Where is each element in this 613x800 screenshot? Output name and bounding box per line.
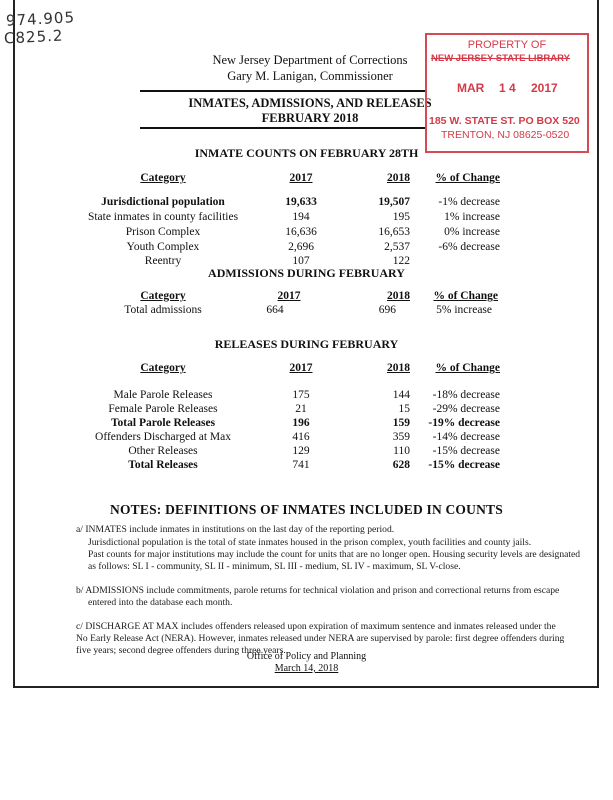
table-row-2018: 15 [398, 403, 410, 415]
table-row-2018: 19,507 [378, 196, 410, 208]
table-row-2018: 195 [392, 211, 410, 223]
table-row-change: 5% increase [436, 304, 492, 316]
column-header-2017: 2017 [289, 172, 313, 184]
header-rule-bottom [140, 127, 425, 129]
footer-date: March 14, 2018 [274, 663, 339, 674]
table-row-change: -19% decrease [428, 417, 500, 429]
table-row-change: -1% decrease [438, 196, 500, 208]
column-header-2018: 2018 [387, 290, 410, 302]
table-row-2018: 144 [392, 389, 410, 401]
report-title: INMATES, ADMISSIONS, AND RELEASES [188, 96, 432, 110]
column-header-2018: 2018 [387, 172, 410, 184]
table-row-2017: 19,633 [285, 196, 317, 208]
table-row-2017: 21 [295, 403, 307, 415]
note-c-line-3: five years; second degree offenders during three years. [76, 645, 286, 656]
note-a-line-2: Jurisdictional population is the total of state inmates housed in the prison complex, youth facilities and county jails. [88, 537, 532, 548]
column-header-change: % of Change [433, 290, 498, 302]
table-row-category: Prison Complex [125, 226, 201, 238]
stamp-date-month: MAR [457, 81, 485, 95]
table-row-change: -18% decrease [432, 389, 500, 401]
table-row-change: -14% decrease [432, 431, 500, 443]
note-c-line-2: No Early Release Act (NERA). However, inmates released under NERA are supervised by parole: first degree offenders during [76, 633, 565, 644]
table-row-2017: 741 [292, 459, 310, 471]
column-header-change: % of Change [435, 362, 500, 374]
table-row-2018: 159 [392, 417, 410, 429]
stamp-address-2: TRENTON, NJ 08625-0520 [441, 129, 570, 141]
table-row-2017: 2,696 [288, 241, 314, 253]
table-row-2018: 628 [392, 459, 410, 471]
table-row-2018: 110 [393, 445, 410, 457]
table-row-category: Reentry [144, 255, 182, 267]
table-row-category: Male Parole Releases [113, 389, 213, 401]
note-a-line-1: a/ INMATES include inmates in institutions on the last day of the reporting period. [76, 524, 395, 535]
column-header-2018: 2018 [387, 362, 410, 374]
table-row-category: Other Releases [128, 445, 198, 457]
column-header-category: Category [140, 172, 186, 184]
table-row-2017: 194 [292, 211, 310, 223]
table-row-category: Youth Complex [126, 241, 200, 253]
column-header-change: % of Change [435, 172, 500, 184]
table-row-2018: 359 [392, 431, 410, 443]
admissions-title: ADMISSIONS DURING FEBRUARY [208, 266, 405, 280]
table-row-2018: 696 [378, 304, 396, 316]
table-row-change: -15% decrease [432, 445, 500, 457]
table-row-2018: 122 [392, 255, 410, 267]
header-rule-top [140, 90, 425, 92]
note-b-line-1: b/ ADMISSIONS include commitments, parole returns for technical violation and prison and correctional returns from escape [76, 585, 560, 596]
department-name: New Jersey Department of Corrections [212, 53, 408, 67]
column-header-category: Category [140, 362, 186, 374]
stamp-date-year: 2017 [531, 81, 558, 95]
notes-title: NOTES: DEFINITIONS OF INMATES INCLUDED IN COUNTS [110, 502, 503, 517]
table-row-2018: 16,653 [378, 226, 410, 238]
table-row-change: 1% increase [444, 211, 500, 223]
table-row-2017: 16,636 [285, 226, 317, 238]
report-month: FEBRUARY 2018 [261, 111, 359, 125]
note-a-line-3: Past counts for major institutions may include the count for units that are no longer open. Housing security levels are designated [88, 549, 581, 560]
table-row-category: Female Parole Releases [108, 403, 218, 415]
stamp-line-2: NEW JERSEY STATE LIBRARY [431, 53, 570, 64]
table-row-2017: 196 [292, 417, 310, 429]
handwritten-call-number-2: C825.2 [3, 26, 64, 48]
table-row-category: Total Parole Releases [110, 417, 216, 429]
page-border-bottom [13, 686, 599, 688]
table-row-2017: 664 [266, 304, 284, 316]
table-row-2017: 175 [292, 389, 310, 401]
table-row-category: Total Releases [128, 459, 198, 471]
handwritten-call-number-1: 974.905 [5, 8, 76, 30]
table-row-2017: 107 [292, 255, 310, 267]
stamp-line-1: PROPERTY OF [467, 39, 547, 51]
note-a-line-4: as follows: SL I - community, SL II - minimum, SL III - medium, SL IV - maximum, SL V-close. [88, 561, 461, 572]
commissioner-name: Gary M. Lanigan, Commissioner [227, 69, 393, 83]
library-property-stamp [425, 33, 589, 153]
table-row-change: 0% increase [444, 226, 500, 238]
table-row-category: State inmates in county facilities [87, 211, 239, 223]
table-row-2017: 129 [292, 445, 310, 457]
table-row-2017: 416 [292, 431, 310, 443]
column-header-2017: 2017 [289, 362, 313, 374]
table-row-change: -29% decrease [432, 403, 500, 415]
table-row-change: -6% decrease [438, 241, 500, 253]
table-row-2018: 2,537 [384, 241, 410, 253]
column-header-2017: 2017 [277, 290, 301, 302]
releases-title: RELEASES DURING FEBRUARY [214, 337, 399, 351]
note-b-line-2: entered into the database each month. [88, 597, 233, 608]
table-row-category: Offenders Discharged at Max [95, 431, 231, 443]
inmate-counts-title: INMATE COUNTS ON FEBRUARY 28TH [194, 146, 419, 160]
column-header-category: Category [140, 290, 186, 302]
table-row-change: -15% decrease [428, 459, 500, 471]
footer-office: Office of Policy and Planning [246, 651, 367, 662]
table-row-category: Jurisdictional population [101, 196, 225, 208]
stamp-date-day: 1 4 [499, 81, 516, 95]
stamp-address-1: 185 W. STATE ST. PO BOX 520 [429, 115, 580, 127]
note-c-line-1: c/ DISCHARGE AT MAX includes offenders released upon expiration of maximum sentence and inmates released under the [76, 621, 556, 632]
table-row-category: Total admissions [124, 304, 202, 316]
